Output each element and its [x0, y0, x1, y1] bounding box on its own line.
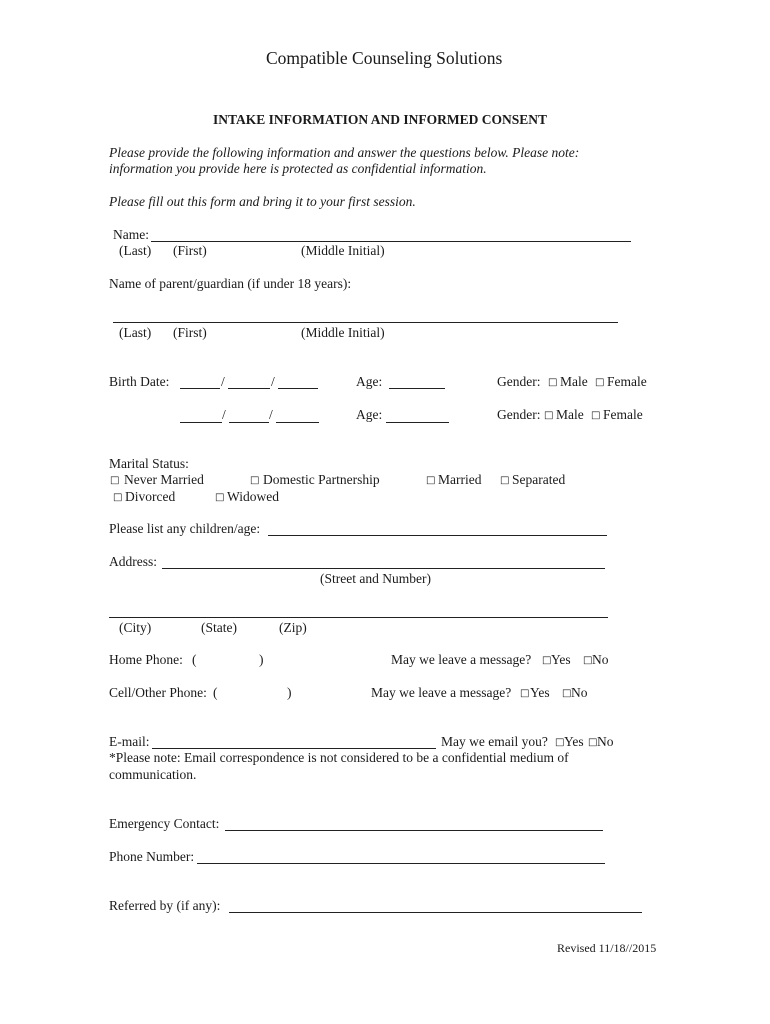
guardian-sub-middle-initial: (Middle Initial) — [301, 325, 385, 340]
married-checkbox[interactable]: □ — [426, 475, 436, 486]
gender-female-label-1: Female — [607, 374, 647, 389]
birth-year-field-2[interactable] — [276, 422, 319, 423]
marital-status-label: Marital Status: — [109, 456, 189, 471]
divorced-checkbox[interactable]: □ — [113, 492, 123, 503]
home-phone-open-paren: ( — [192, 652, 197, 667]
home-message-no-checkbox[interactable]: □ — [583, 655, 593, 666]
divorced-label: Divorced — [125, 489, 176, 504]
intro-instruction: Please fill out this form and bring it to your first session. — [109, 194, 416, 209]
never-married-label: Never Married — [124, 472, 204, 487]
gender-label-1: Gender: — [497, 374, 541, 389]
guardian-field[interactable] — [113, 322, 618, 323]
birth-date-label: Birth Date: — [109, 374, 170, 389]
city-state-zip-field[interactable] — [109, 617, 608, 618]
cell-message-question: May we leave a message? — [371, 685, 512, 700]
street-hint: (Street and Number) — [320, 571, 431, 586]
emergency-contact-label: Emergency Contact: — [109, 816, 220, 831]
date-slash: / — [271, 374, 275, 389]
org-name: Compatible Counseling Solutions — [266, 48, 503, 68]
email-note-line-2: communication. — [109, 767, 197, 782]
home-message-no-label: No — [592, 652, 609, 667]
birth-year-field-1[interactable] — [278, 388, 318, 389]
cell-message-no-checkbox[interactable]: □ — [562, 688, 572, 699]
children-field[interactable] — [268, 535, 607, 536]
name-field[interactable] — [151, 241, 631, 242]
home-phone-close-paren: ) — [259, 652, 264, 667]
home-phone-label: Home Phone: — [109, 652, 183, 667]
gender-female-checkbox-1[interactable]: □ — [595, 377, 605, 388]
email-label: E-mail: — [109, 734, 150, 749]
age-field-1[interactable] — [389, 388, 445, 389]
guardian-sub-first: (First) — [173, 325, 207, 340]
email-no-label: No — [597, 734, 614, 749]
age-label-1: Age: — [356, 374, 383, 389]
name-sub-last: (Last) — [119, 243, 152, 258]
date-slash: / — [221, 374, 225, 389]
revised-date: Revised 11/18//2015 — [557, 941, 657, 955]
cell-message-yes-label: Yes — [530, 685, 550, 700]
guardian-label: Name of parent/guardian (if under 18 years): — [109, 276, 352, 291]
gender-male-checkbox-1[interactable]: □ — [548, 377, 558, 388]
home-message-question: May we leave a message? — [391, 652, 532, 667]
cell-message-no-label: No — [571, 685, 588, 700]
gender-label-2: Gender: — [497, 407, 541, 422]
phone-number-field[interactable] — [197, 863, 605, 864]
email-question: May we email you? — [441, 734, 548, 749]
email-field[interactable] — [152, 748, 436, 749]
gender-female-checkbox-2[interactable]: □ — [591, 410, 601, 421]
guardian-sub-last: (Last) — [119, 325, 152, 340]
age-field-2[interactable] — [386, 422, 449, 423]
phone-number-label: Phone Number: — [109, 849, 195, 864]
name-label: Name: — [113, 227, 149, 242]
emergency-contact-field[interactable] — [225, 830, 603, 831]
widowed-checkbox[interactable]: □ — [215, 492, 225, 503]
street-field[interactable] — [162, 568, 605, 569]
email-note-line-1: *Please note: Email correspondence is not considered to be a confidential medium of — [109, 750, 569, 765]
form-title: INTAKE INFORMATION AND INFORMED CONSENT — [213, 112, 548, 127]
referred-by-field[interactable] — [229, 912, 642, 913]
name-sub-middle-initial: (Middle Initial) — [301, 243, 385, 258]
gender-male-checkbox-2[interactable]: □ — [544, 410, 554, 421]
separated-label: Separated — [512, 472, 566, 487]
children-label: Please list any children/age: — [109, 521, 261, 536]
widowed-label: Widowed — [227, 489, 279, 504]
gender-male-label-2: Male — [556, 407, 584, 422]
intro-line-2: information you provide here is protected as confidential information. — [109, 161, 487, 176]
date-slash: / — [269, 407, 273, 422]
cell-phone-close-paren: ) — [287, 685, 292, 700]
home-message-yes-label: Yes — [551, 652, 571, 667]
domestic-partnership-checkbox[interactable]: □ — [250, 475, 260, 486]
birth-month-field-1[interactable] — [180, 388, 220, 389]
separated-checkbox[interactable]: □ — [500, 475, 510, 486]
email-yes-label: Yes — [564, 734, 584, 749]
gender-male-label-1: Male — [560, 374, 588, 389]
referred-by-label: Referred by (if any): — [109, 898, 221, 913]
age-label-2: Age: — [356, 407, 383, 422]
date-slash: / — [222, 407, 226, 422]
domestic-partnership-label: Domestic Partnership — [263, 472, 380, 487]
gender-female-label-2: Female — [603, 407, 643, 422]
intro-line-1: Please provide the following information and answer the questions below. Please note: — [109, 145, 580, 160]
married-label: Married — [438, 472, 482, 487]
birth-month-field-2[interactable] — [180, 422, 222, 423]
cell-phone-label: Cell/Other Phone: — [109, 685, 207, 700]
state-hint: (State) — [201, 620, 237, 635]
birth-day-field-1[interactable] — [228, 388, 270, 389]
home-message-yes-checkbox[interactable]: □ — [542, 655, 552, 666]
address-label: Address: — [109, 554, 157, 569]
cell-phone-open-paren: ( — [213, 685, 218, 700]
city-hint: (City) — [119, 620, 152, 635]
never-married-checkbox[interactable]: □ — [110, 475, 120, 486]
name-sub-first: (First) — [173, 243, 207, 258]
cell-message-yes-checkbox[interactable]: □ — [520, 688, 530, 699]
email-no-checkbox[interactable]: □ — [588, 737, 598, 748]
zip-hint: (Zip) — [279, 620, 307, 635]
email-yes-checkbox[interactable]: □ — [555, 737, 565, 748]
birth-day-field-2[interactable] — [229, 422, 269, 423]
